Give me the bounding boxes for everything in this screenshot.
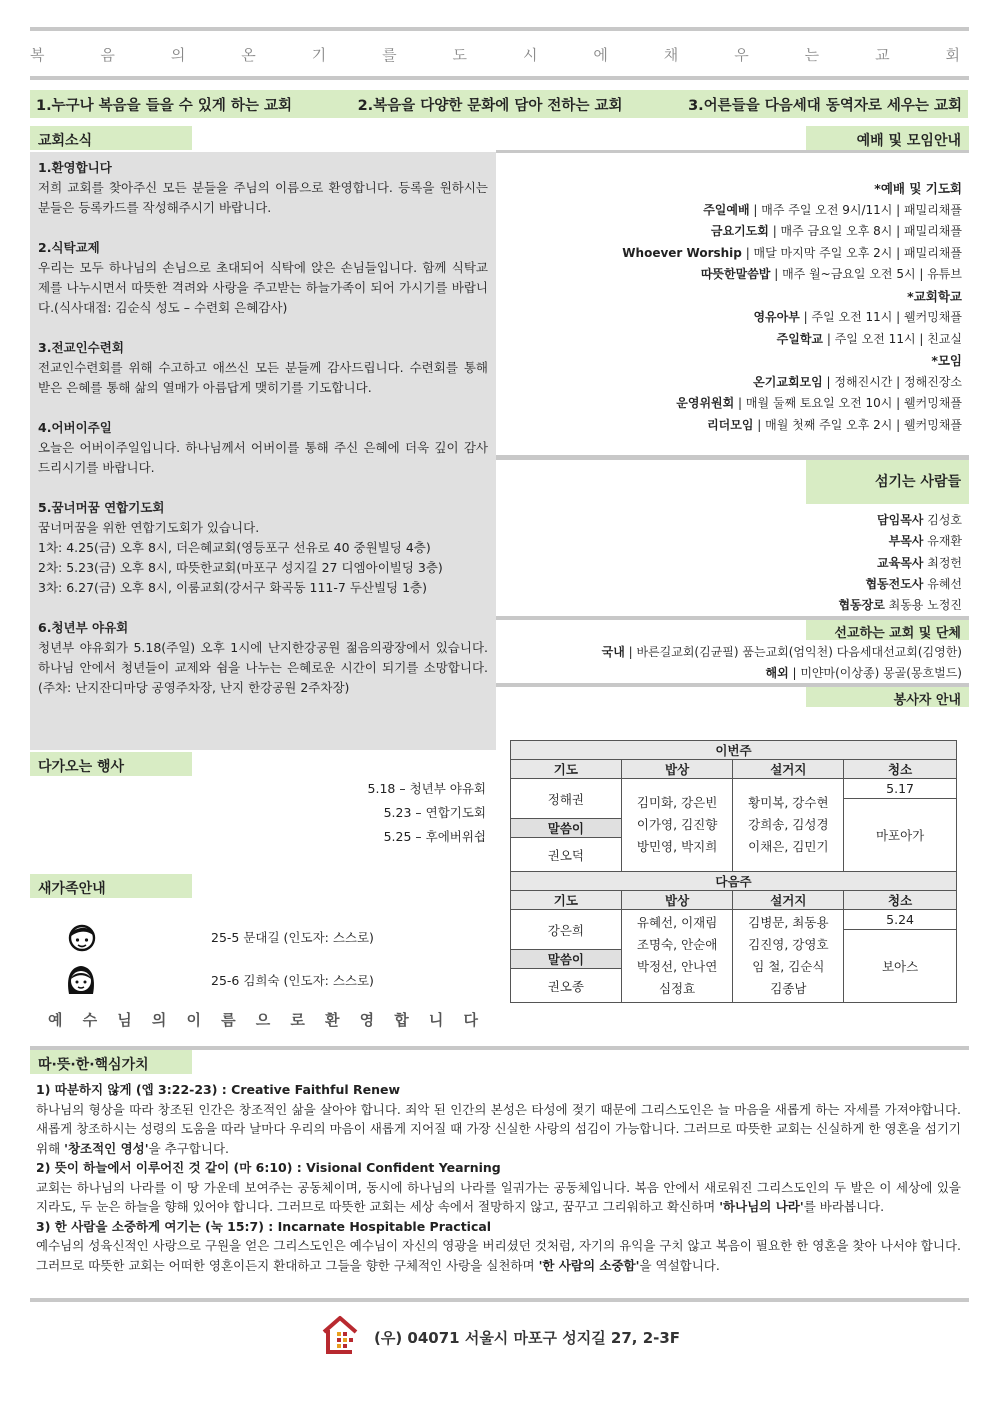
servant-role: 담임목사 (877, 513, 924, 527)
motto-char: 시 (522, 46, 540, 64)
worship-header: 예배 및 모임안내 (806, 126, 969, 150)
bottom-divider (30, 1298, 969, 1302)
core-body (36, 1178, 961, 1217)
news-text: 우리는 모두 하나님의 손님으로 초대되어 식탁에 앉은 손님들입니다. 함께 식탁교제를 나누시면서 따뜻한 격려와 사랑을 주고받는 하늘가족이 되어 가시기를 바랍니다.(식사대접: 김순식 성도 – 수련회 은혜감사) (38, 260, 488, 315)
worship-item-detail: | 매월 첫째 주일 오후 2시 | 웰커밍채플 (753, 417, 962, 432)
core-body-end: 를 바라봅니다. (803, 1199, 885, 1214)
core-title: 3) 한 사람을 소중하게 여기는 (눅 15:7) : Incarnate Hospitable Practical (36, 1218, 492, 1234)
welcome-char: 다 (463, 1011, 478, 1029)
volunteer-name-line: 조명숙, 안순애 (636, 937, 718, 952)
worship-item-detail: | 주일 오전 11시 | 친교실 (823, 331, 962, 346)
worship-section-title: *교회학교 (907, 288, 962, 304)
header-spacer (192, 126, 806, 150)
volunteer-name-line: 이채은, 김민기 (748, 839, 829, 854)
worship-item (707, 416, 962, 433)
news-item (38, 158, 488, 218)
worship-divider (496, 150, 969, 153)
core-body-end: 을 역설합니다. (639, 1257, 720, 1273)
worship-item-detail: | 매주 주일 오전 9시/11시 | 패밀리채플 (749, 202, 962, 217)
news-text: 1차: 4.25(금) 오후 8시, 더은혜교회(영등포구 선유로 40 중원빌딩 4층) (38, 540, 431, 555)
worship-item-name: 리더모임 (707, 417, 754, 432)
welcome-char: 로 (290, 1011, 305, 1029)
welcome-char: 으 (255, 1011, 271, 1029)
news-text: 청년부 야유회가 5.18(주일) 오후 1시에 난지한강공원 젊음의광장에서 있습니다. 하나님 안에서 청년들이 교제와 쉼을 나누는 은혜로운 시간이 되기를 소망합니다.(주차: 난지잔디마당 공영주차장, 난지 한강공원 2주차장) (38, 640, 488, 695)
this-meal (621, 779, 733, 872)
core-title: 1) 따분하지 않게 (엡 3:22-23) : Creative Faithful Renew (36, 1082, 401, 1097)
news-text: 저희 교회를 찾아주신 모든 분들을 주님의 이름으로 환영합니다. 등록을 원하시는 분들은 등록카드를 작성해주시기 바랍니다. (38, 180, 488, 215)
volunteer-name-line: 박정선, 안나연 (636, 959, 718, 974)
welcome-char: 니 (428, 1011, 444, 1029)
volunteer-name-line: 심정효 (658, 981, 696, 996)
worship-item-detail: | 매달 마지막 주일 오후 2시 | 패밀리채플 (741, 245, 962, 260)
welcome-char: 님 (117, 1011, 132, 1029)
next-word: 권오종 (511, 969, 622, 1003)
news-item (38, 618, 488, 698)
servant-name: 김성호 (923, 513, 962, 527)
motto-char: 의 (170, 46, 188, 64)
volunteer-name-line: 황미복, 강수현 (748, 795, 829, 810)
servant-item (838, 596, 962, 613)
volunteer-name-line: 김병문, 최동용 (748, 915, 829, 930)
news-title: 3.전교인수련회 (38, 340, 124, 355)
col-cleaning: 청소 (844, 760, 957, 779)
worship-item-detail: | 매주 월~금요일 오전 5시 | 유튜브 (770, 267, 962, 281)
news-header: 교회소식 (30, 126, 192, 150)
motto-char: 에 (593, 46, 610, 64)
male-avatar-icon (66, 920, 98, 957)
this-word: 권오덕 (511, 838, 622, 872)
news-title: 5.꿈너머꿈 연합기도회 (38, 500, 165, 515)
top-divider (30, 27, 969, 31)
news-title: 1.환영합니다 (38, 160, 112, 175)
worship-section-title: *예배 및 기도회 (874, 181, 962, 196)
next-prayer: 강은희 (511, 910, 622, 950)
core-body (36, 1100, 961, 1159)
next-date: 5.24 (844, 910, 957, 930)
worship-item (622, 244, 962, 261)
servant-role: 교육목사 (877, 555, 924, 570)
worship-item-detail: | 정해진시간 | 정해진장소 (822, 374, 962, 389)
news-item (38, 238, 488, 318)
vision-1: 1.누구나 복음을 들을 수 있게 하는 교회 (36, 97, 292, 114)
core-emphasis: '창조적인 영성' (64, 1140, 149, 1156)
col-meal-2: 밥상 (621, 891, 733, 910)
motto-divider (30, 76, 969, 80)
welcome-char: 환 (325, 1011, 340, 1029)
news-text: 3차: 6.27(금) 오후 8시, 이룸교회(강서구 화곡동 111-7 두산빌딩 1층) (38, 580, 427, 595)
volunteers-header: 봉사자 안내 (806, 687, 969, 707)
vision-bar (30, 90, 968, 118)
motto-char: 를 (382, 46, 399, 64)
welcome-char: 이 (186, 1011, 201, 1029)
worship-item-name: 따뜻한말씀밥 (700, 267, 771, 281)
next-clean: 보아스 (844, 930, 957, 1003)
servant-name: 최동용 노정진 (884, 598, 962, 613)
col-meal: 밥상 (621, 760, 733, 779)
motto-char: 교 (875, 46, 892, 64)
volunteer-name-line: 임 철, 김순식 (752, 959, 825, 974)
mission-label: 해외 (765, 666, 789, 680)
core-body (36, 1236, 961, 1275)
news-item (38, 418, 488, 478)
welcome-char: 합 (394, 1011, 409, 1029)
this-sermon-label: 말씀이 (511, 819, 622, 838)
servant-role: 협동장로 (838, 598, 885, 613)
core-body-end: 을 추구합니다. (148, 1140, 229, 1156)
welcome-char: 수 (82, 1011, 98, 1029)
this-clean: 마포아가 (844, 799, 957, 872)
news-text: 오늘은 어버이주일입니다. 하나님께서 어버이를 통해 주신 은혜에 더욱 깊이 감사드리시기를 바랍니다. (38, 440, 488, 475)
volunteer-name-line: 강희송, 김성경 (748, 817, 829, 832)
worship-item-detail: | 주일 오전 11시 | 웰커밍채플 (799, 310, 962, 324)
motto-char: 우 (734, 46, 751, 64)
col-dishes-2: 설거지 (733, 891, 844, 910)
col-dishes: 설거지 (733, 760, 844, 779)
core-emphasis: '한 사람의 소중함' (538, 1257, 640, 1273)
worship-item-name: Whoever Worship (622, 245, 742, 260)
motto-char: 온 (241, 46, 258, 64)
motto-char: 는 (804, 46, 822, 64)
welcome-char: 의 (151, 1011, 167, 1029)
worship-item (753, 373, 962, 390)
motto-char: 기 (311, 46, 329, 64)
motto-char: 회 (945, 46, 962, 64)
core-emphasis: '하나님의 나라' (719, 1199, 804, 1214)
this-dishes (733, 779, 844, 872)
worship-item-name: 주일학교 (776, 331, 824, 346)
servants-header: 섬기는 사람들 (806, 460, 969, 504)
worship-item-detail: | 매주 금요일 오후 8시 | 패밀리채플 (768, 224, 962, 238)
next-dishes (733, 910, 844, 1003)
motto-char: 복 (30, 46, 47, 64)
volunteer-name-line: 김미화, 강은빈 (636, 795, 718, 810)
news-item (38, 498, 488, 598)
news-text: 2차: 5.23(금) 오후 8시, 따뜻한교회(마포구 성지길 27 디엠아이빌딩 3층) (38, 560, 443, 575)
news-panel (30, 152, 496, 750)
core-header: 따·뜻·한·핵심가치 (30, 1050, 192, 1074)
next-meal (621, 910, 733, 1003)
servant-name: 최정헌 (923, 555, 962, 570)
core-title: 2) 뜻이 하늘에서 이루어진 것 같이 (마 6:10) : Visional Confident Yearning (36, 1160, 501, 1175)
core-body-text: 예수님의 성육신적인 사랑으로 구원을 얻은 그리스도인은 예수님이 자신의 영광을 버리셨던 것처럼, 자기의 유익을 구치 않고 복음이 필요한 한 영혼을 찾아 나서야 합니다. 그러므로 따뜻한 교회는 어떠한 영혼이든지 환대하고 그들을 향한 구체적인 사랑을 실천하며 (36, 1238, 961, 1273)
church-address: (우) 04071 서울시 마포구 성지길 27, 2-3F (374, 1329, 681, 1347)
servant-item (877, 511, 962, 528)
newfamily-1: 25-5 문대길 (인도자: 스스로) (211, 930, 374, 945)
vision-3: 3.어른들을 다음세대 동역자로 세우는 교회 (688, 97, 962, 114)
servant-role: 협동전도사 (865, 576, 924, 591)
event-3: 5.25 – 후에버위쉽 (383, 829, 486, 844)
worship-item-name: 영유아부 (753, 310, 800, 324)
mission-item (765, 664, 962, 681)
news-title: 2.식탁교제 (38, 240, 100, 255)
worship-item-name: 운영위원회 (676, 396, 735, 410)
worship-item (753, 308, 962, 325)
col-prayer-2: 기도 (511, 891, 622, 910)
motto-char: 도 (452, 46, 470, 64)
newfamily-2: 25-6 김희숙 (인도자: 스스로) (211, 973, 374, 988)
volunteer-name-line: 이가영, 김진향 (636, 817, 718, 832)
event-2: 5.23 – 연합기도회 (383, 805, 486, 820)
servant-name: 유재환 (923, 534, 962, 549)
vision-2: 2.복음을 다양한 문화에 담아 전하는 교회 (357, 97, 623, 114)
female-avatar-icon (64, 962, 98, 1003)
mission-detail: | 미얀마(이상종) 몽골(몽흐벌드) (788, 666, 962, 680)
core-text (36, 1080, 961, 1275)
news-text: 전교인수련회를 위해 수고하고 애쓰신 모든 분들께 감사드립니다. 수련회를 통해 받은 은혜를 통해 삶의 열매가 아름답게 맺히기를 기도합니다. (38, 360, 488, 395)
volunteer-name-line: 김진영, 강영호 (748, 937, 829, 952)
worship-item (676, 394, 962, 411)
welcome-char: 예 (48, 1011, 63, 1029)
worship-item-name: 금요기도회 (710, 224, 769, 238)
volunteer-name-line: 유혜선, 이재림 (636, 915, 718, 930)
welcome-char: 영 (359, 1011, 375, 1029)
news-text: 꿈너머꿈을 위한 연합기도회가 있습니다. (38, 520, 260, 535)
mission-detail: | 바른길교회(김균필) 품는교회(엄익천) 다음세대선교회(김영한) (624, 645, 962, 659)
motto-char: 채 (663, 46, 681, 64)
this-prayer: 정해권 (511, 779, 622, 819)
this-week-label: 이번주 (511, 741, 957, 760)
motto-char: 음 (100, 46, 117, 64)
welcome-text (48, 1009, 478, 1030)
core-body-text: 교회는 하나님의 나라를 이 땅 가운데 보여주는 공동체이며, 동시에 하나님의 나라를 일궈가는 공동체입니다. 복음 안에서 새로워진 그리스도인의 두 발은 이 세상에 있을 지라도, 두 눈은 하늘을 향해 있어야 합니다. 그러므로 따뜻한 교회는 세상 속에서 절망하지 않고, 꿈꾸고 그리워하고 확신하며 (36, 1179, 961, 1214)
servant-role: 부목사 (888, 534, 924, 549)
worship-item (777, 330, 962, 347)
col-prayer: 기도 (511, 760, 622, 779)
servant-item (865, 575, 962, 592)
core-body-text: 하나님의 형상을 따라 창조된 인간은 창조적인 삶을 살아야 합니다. 죄악 된 인간의 본성은 타성에 젖기 때문에 그리스도인은 늘 마음을 새롭게 하는 자세를 가져야합니다. 새롭게 창조하시는 성령의 도움을 따라 날마다 우리의 마음이 새롭게 지어질 때 가장 신실한 사랑의 섬김이 가능합니다. 그러므로 따뜻한 교회는 신실하게 한 영혼을 섬기기 위해 (36, 1101, 961, 1156)
next-sermon-label: 말씀이 (511, 950, 622, 969)
news-title: 4.어버이주일 (38, 420, 112, 435)
welcome-char: 름 (221, 1011, 236, 1029)
events-header: 다가오는 행사 (30, 752, 192, 776)
worship-item-name: 온기교회모임 (753, 374, 823, 389)
volunteer-name-line: 김종남 (770, 981, 807, 996)
worship-item-name: 주일예배 (703, 202, 750, 217)
missions-header: 선교하는 교회 및 단체 (806, 620, 969, 640)
worship-item (701, 265, 962, 282)
church-motto (30, 44, 962, 65)
servant-item (877, 554, 962, 571)
news-title: 6.청년부 야유회 (38, 620, 129, 635)
mission-item (602, 643, 962, 660)
volunteer-name-line: 방민영, 박지희 (636, 839, 718, 854)
worship-section-title: *모임 (931, 353, 962, 368)
col-cleaning-2: 청소 (844, 891, 957, 910)
news-item (38, 338, 488, 398)
event-1: 5.18 – 청년부 야유회 (367, 781, 486, 796)
church-logo-icon (320, 1314, 360, 1359)
this-date: 5.17 (844, 779, 957, 799)
servant-item (889, 532, 962, 549)
worship-item (711, 222, 962, 239)
mission-label: 국내 (601, 645, 625, 659)
worship-item-detail: | 매월 둘째 토요일 오전 10시 | 웰커밍채플 (734, 396, 962, 410)
next-week-label: 다음주 (511, 872, 957, 891)
newfamily-header: 새가족안내 (30, 874, 192, 898)
worship-item (703, 201, 962, 218)
volunteers-table (510, 740, 957, 1003)
servant-name: 유혜선 (923, 576, 962, 591)
